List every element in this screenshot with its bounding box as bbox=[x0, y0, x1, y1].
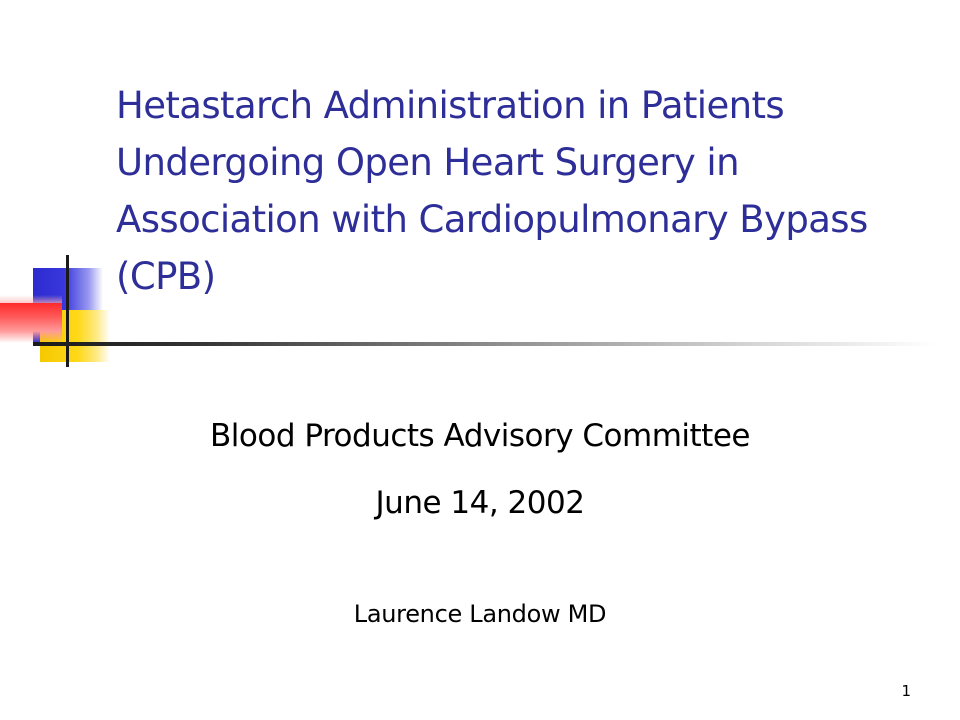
decorative-vertical-line bbox=[66, 255, 69, 367]
subtitle-committee: Blood Products Advisory Committee bbox=[210, 418, 750, 454]
page-number: 1 bbox=[901, 682, 911, 700]
slide-title: Hetastarch Administration in Patients Undergoing Open Heart Surgery in Association with Cardiopulmonary Bypass (CPB) bbox=[116, 84, 868, 298]
title-divider-line bbox=[33, 342, 938, 346]
author-name: Laurence Landow MD bbox=[353, 600, 607, 628]
decorative-red-square bbox=[0, 303, 62, 343]
subtitle-date: June 14, 2002 bbox=[375, 485, 585, 521]
